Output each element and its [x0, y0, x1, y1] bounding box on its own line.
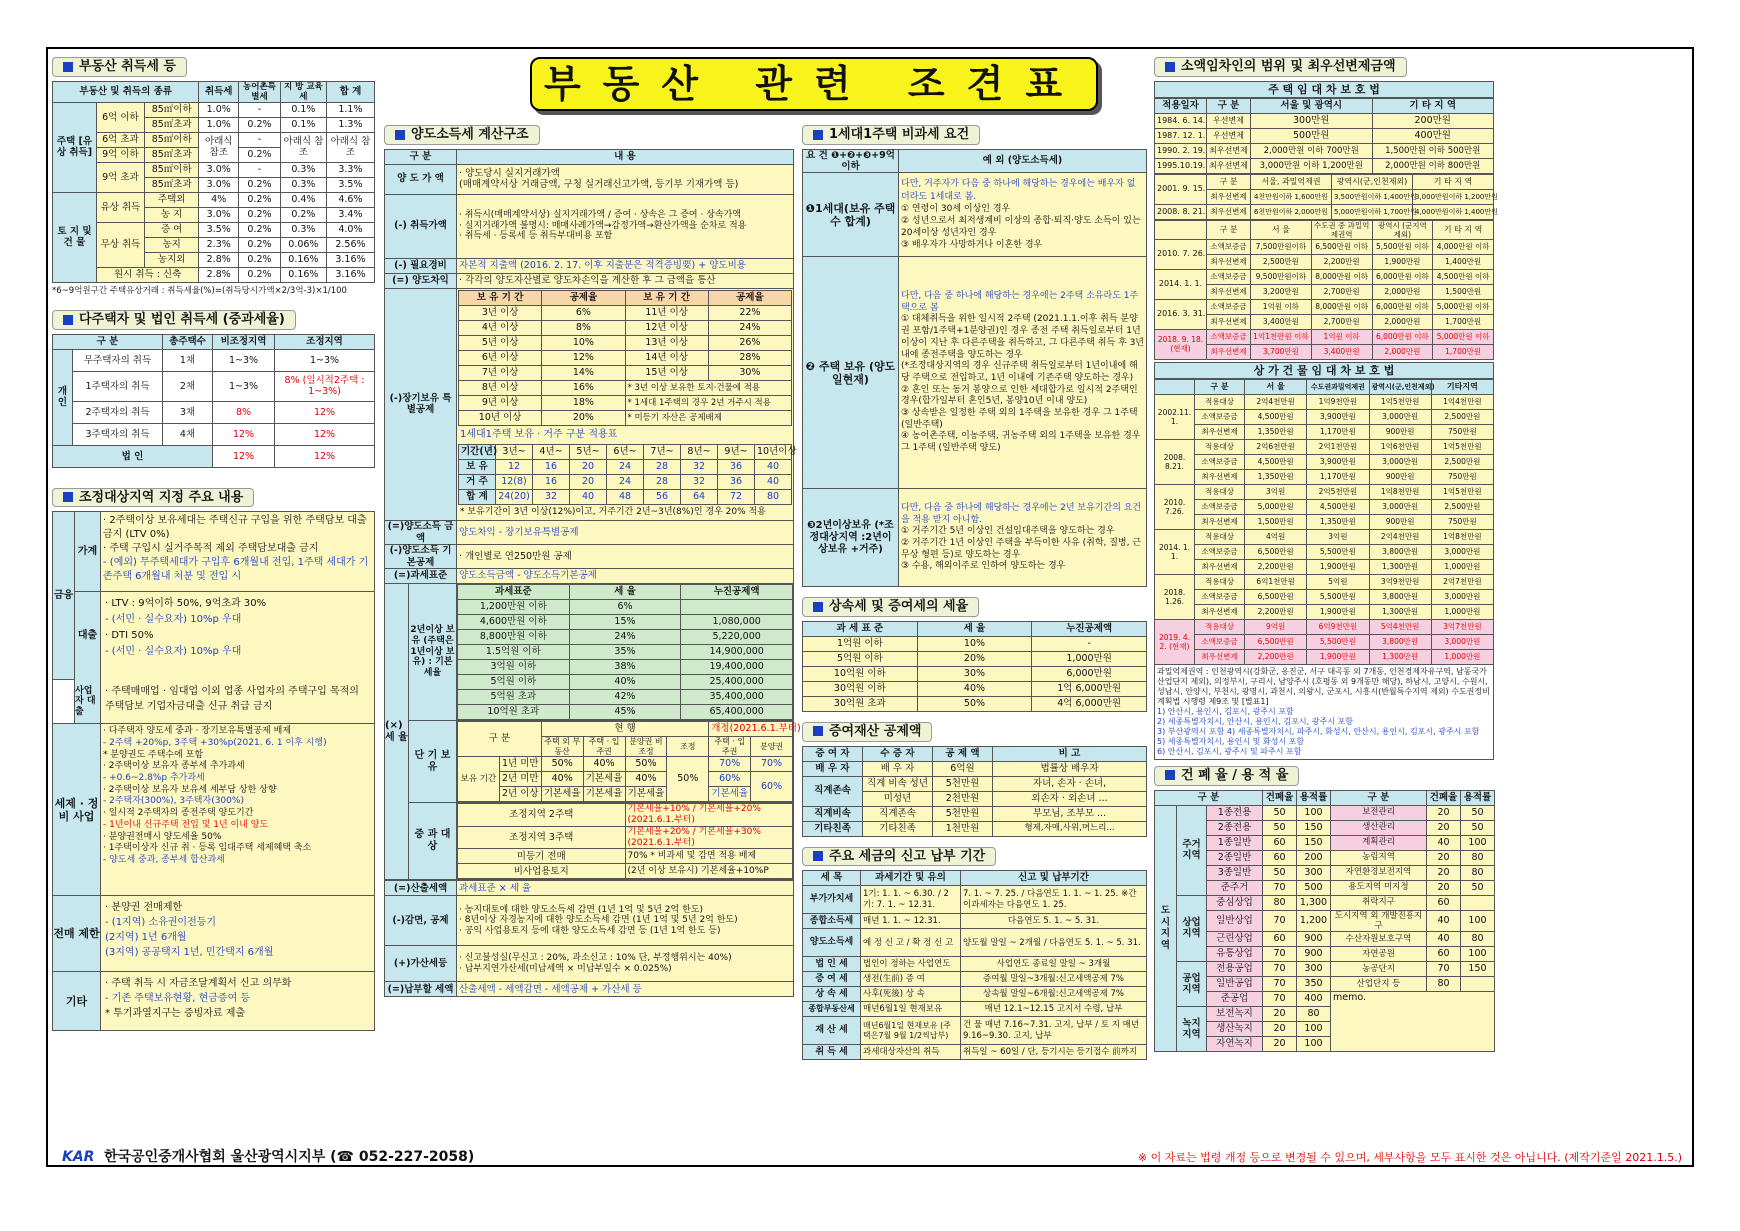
section-title-adj: 조정대상지역 지정 주요 내용 [52, 488, 254, 508]
inherit-table: 과 세 표 준 세 율 누진공제액 1억원 이하 10% - 5억원 이하 20% 1,000만원 10억원 이하 30% 6,000만원 30억원 이하 40% 1억 6,000만원 30억원 초과 50% 4억 6,000만원 [802, 621, 1147, 712]
heavy-table: 조정지역 2주택 기본세율+10% / 기본세율+20% (2021.6.1.부터) 조정지역 3주택 기본세율+20% / 기본세율+30% (2021.6.1.부터) 미등기 전매 70% * 비과세 및 감면 적용 배제 비사업용토지 (2년 이상 보유시) 기본세율+10%P [457, 803, 793, 879]
commercial-lease-table: 구 분 서 울 수도권과밀억제권 광역시(군,인천제외) 기타지역 2002.11. 1. 적용대상 2억4천만원 1억9천만원 1억5천만원 1억4천만원 소액보증금 4,500만원 3,900만원 3,000만원 2,500만원 최우선변제 1,350만원 1,170만원 900만원 750만원 2008. 8.21. 적용대상 2억6천만원 2억1천만원 1억6천만원 1억5천만원 소액보증금 4,500만원 3,900만원 3,000만원 2,500만원 최우선변제 1,350만원 1,170만원 900만원 750만원 2010. 7.26. 적용대상 3억원 2억5천만원 1억8천만원 1억5천만원 소액보증금 5,000만원 4,500만원 3,000만원 2,500만원 최우선변제 1,500만원 1,350만원 900만원 750만원 2014. 1. 1. 적용대상 4억원 3억원 2억4천만원 1억8천만원 소액보증금 6,500만원 5,500만원 3,800만원 3,000만원 최우선변제 2,200만원 1,900만원 1,300만원 1,000만원 2018. 1.26. 적용대상 6억1천만원 5억원 3억9천만원 2억7천만원 소액보증금 6,500만원 5,500만원 3,800만원 3,000만원 최우선변제 2,200만원 1,900만원 1,300만원 1,000만원 2019. 4. 2. (현재) 적용대상 9억원 6억9천만원 5억4천만원 3억7천만원 소액보증금 6,500만원 5,500만원 3,800만원 3,000만원 최우선변제 2,200만원 1,900만원 1,300만원 1,000만원 [1154, 379, 1494, 665]
column-right [1154, 51, 1498, 1101]
table-row: 준공업 70 400 memo. [1155, 991, 1495, 1006]
section-title-far: 건 폐 율 / 용 적 율 [1154, 766, 1299, 786]
section-title-lease: 소액임차인의 범위 및 최우선변제금액 [1154, 57, 1407, 77]
adj-list-0: · 2주택이상 보유세대는 주택신규 구입을 위한 주택담보 대출 금지 (LTV 0%) · 주택 구입시 실거주목적 제외 주택담보대출 금지 - (예외) 무주택세대가 구입후 6개월내 전입, 1주택 세대가 기존주택 6개월내 처분 및 전입 시 [101, 512, 374, 591]
page-title: 부동산 관련 조견표 [530, 57, 1098, 111]
table-row: 자연녹지 20 100 [1155, 1036, 1495, 1051]
onehouse-table: 요 건 ❶+❷+❸+9억이하 예 외 (양도소득세) ❶1세대(보유 주택수 합계) 다만, 거주자가 다음 중 하나에 해당하는 경우에는 배우자 없더라도 1세대로 봄. ① 연령이 30세 이상인 경우 ② 성년으로서 최저생계비 이상의 종합·퇴직·양도 소득이 있는 20세이상 성년자인 경우 ③ 배우자가 사망하거나 이혼한 경우 ❷ 주택 보유 (양도일현재) 다만, 다음 중 하나에 해당하는 경우에는 2주택 소유라도 1주택으로 봄 ① 대체취득을 위한 일시적 2주택 (2021.1.1.이후 취득 분양권 포함/1주택+1분양권)인 경우 종전 주택 취득일로부터 1년이상이 지난 후 다른주택을 취득하고, 그 다른주택 취득 후 3년내에 종전주택을 양도하는 경우 (*조정대상지역의 경우 신규주택 취득일로부터 1년이내에 해당 주택으로 전입하고, 1년 이내에 기존주택 양도하는 경우) ② 혼인 또는 동거 봉양으로 인한 세대합가로 일시적 2주택인 경우(합가일부터 혼인5년, 봉양10년 이내 양도) ③ 상속받은 일정한 주택 외의 1주택을 보유한 경우 그 1주택 (일반주택) ④ 농어촌주택, 이농주택, 귀농주택 외의 1주택을 보유한 경우 그 1주택 (일반주택 양도) ❸2년이상보유 (*조정대상지역 :2년이상보유 +거주) 다만, 다음 중 하나에 해당하는 경우에는 2년 보유기간의 요건을 적용 받지 아니함. ① 거주기간 5년 이상인 건설임대주택을 양도하는 경우 ② 거주기간 1년 이상인 주택을 부득이한 사유 (취학, 질병, 근무상 형편 등)로 양도하는 경우 ③ 수용, 해외이주로 인하여 양도하는 경우 [802, 149, 1147, 588]
short-term-table: 구 분 현 행 개정(2021.6.1.부터) 주택 외 부동산 주택 · 입주권 분양권 비조정 조정 주택 · 입주권 분양권 보유 기간 1년 미만 50% 40% 50% 50% 70% 70% 2년 미만 40% 기본세율 40% 60% 60% 2년 이상 기본세율 기본세율 기본세율 기본세율 [457, 721, 793, 802]
adj-group-finance: 금융 [53, 512, 75, 679]
table-row: 2008. 8.21. 적용대상 2억6천만원 2억1천만원 1억6천만원 1억5천만원 [1155, 439, 1494, 454]
table-row: 최우선변제 1,350만원 1,170만원 900만원 750만원 [1155, 469, 1494, 484]
report-table: 세 목 과세기간 및 유의 신고 및 납부기간 부가가치세 1기: 1. 1. ~ 6.30. / 2기: 7. 1. ~ 12.31. 7. 1. ~ 7. 25. / 다음연도 1. 1. ~ 1. 25. ※간이과세자는 다음연도 1. 25. 종합소득세 매년 1. 1. ~ 12.31. 다음연도 5. 1. ~ 5. 31. 양도소득세 예 정 신 고 / 확 정 신 고 양도월 말일 ~ 2개월 / 다음연도 5. 1. ~ 5. 31. 법 인 세 법인이 정하는 사업연도 사업연도 종료일 말일 ~ 3개월 증 여 세 생전(生前) 증 여 증여월 말일~3개월:신고세액공제 7% 상 속 세 사후(死後) 상 속 상속월 말일~6개월:신고세액공제 7% 종합부동산세 매년6월1일 현재보유 매년 12.1~12.15 고지서 수령, 납부 재 산 세 매년6월1일 현재보유 (주택은7월 9월 1/2씩납부) 건 물 매년 7.16~7.31. 고지, 납부 / 토 지 매년 9.16~9.30. 고지, 납부 취 득 세 과세대상자산의 취득 취득일 ~ 60일 / 단, 등기시는 등기접수 前까지 [802, 870, 1147, 1060]
table-row: 일반상업 70 1,200 도시지역 외 개발진흥지구 40 100 [1155, 910, 1495, 931]
lease-table-1: 적용일자 구 분 서울 및 광역시 기 타 지 역 1984. 6. 14. 우선변제 300만원 200만원 1987. 12. 1. 우선변제 500만원 400만원 1990. 2. 19. 최우선변제 2,000만원 이하 700만원 1,500만원 이하 500만원 1995.10.19. 최우선변제 3,000만원 이하 1,200만원 2,000만원 이하 800만원 [1154, 98, 1494, 174]
section-title-onehouse: 1세대1주택 비과세 요건 [802, 125, 980, 145]
table-row: 소액보증금 6,500만원 5,500만원 3,800만원 3,000만원 [1155, 589, 1494, 604]
lease-table-2010: 구 분 서 울 수도권 중 과밀억제권역 광역시 (군지역 제외) 기 타 지 역 2010. 7. 26. 소액보증금 7,500만원이하 6,500만원 이하 5,500만원 이하 4,000만원 이하 최우선변제 2,500만원 2,200만원 1,900만원 1,400만원 2014. 1. 1. 소액보증금 9,500만원이하 8,000만원 이하 6,000만원 이하 4,500만원 이하 최우선변제 3,200만원 2,700만원 2,000만원 1,500만원 2016. 3. 31. 소액보증금 1억원 이하 8,000만원 이하 6,000만원 이하 5,000만원 이하 최우선변제 3,400만원 2,700만원 2,000만원 1,700만원 2018. 9. 18. (현재) 소액보증금 1억1천만원 이하 1억원 이하 6,000만원 이하 5,000만원 이하 최우선변제 3,700만원 3,400만원 2,000만원 1,700만원 [1154, 220, 1494, 360]
table-row: 3종일반 50 300 자연환경보전지역 20 80 [1155, 865, 1495, 880]
table-row: 2014. 1. 1. 적용대상 4억원 3억원 2억4천만원 1억8천만원 [1155, 529, 1494, 544]
table-row: 일반공업 70 350 산업단지 등 80 [1155, 976, 1495, 991]
column-left [52, 51, 375, 1101]
table-row: 최우선변제 2,200만원 1,900만원 1,300만원 1,000만원 [1155, 604, 1494, 619]
section-title-yang: 양도소득세 계산구조 [384, 125, 540, 145]
table-row: 준주거 70 500 용도지역 미지정 20 50 [1155, 880, 1495, 895]
one-house-grid: 기간(년) 3년~ 4년~ 5년~ 6년~ 7년~ 8년~ 9년~ 10년이상 보 유 12 16 20 24 28 32 36 40 거 주 12(8) 16 20 24 28 32 36 40 합 계 24(20) 32 40 48 56 64 72 80 [458, 444, 792, 505]
footer-org: 한국공인중개사협회 울산광역시지부 (☎ 052-227-2058) [104, 1149, 475, 1165]
column-middle [802, 119, 1147, 1109]
table-row: 최우선변제 2,200만원 1,900만원 1,300만원 1,000만원 [1155, 649, 1494, 664]
table-row: 소액보증금 6,500만원 5,500만원 3,800만원 3,000만원 [1155, 634, 1494, 649]
section-title-acq: 부동산 취득세 등 [52, 57, 187, 77]
section-title-multi: 다주택자 및 법인 취득세 (중과세율) [52, 310, 296, 330]
table-row: 생산녹지 20 100 [1155, 1021, 1495, 1036]
gift-table: 증 여 자 수 증 자 공 제 액 비 고 배 우 자 배 우 자 6억원 법률상 배우자 직계존속 직계 비속 성년 5천만원 자녀, 손자 · 손녀, 미성년 2천만원 외손자 · 외손녀 ... 직계비속 직계존속 5천만원 부모님, 조부모 ... 기타친족 기타친족 1천만원 형제,자매,사위,며느리... [802, 746, 1147, 837]
table-row: 소액보증금 5,000만원 4,500만원 3,000만원 2,500만원 [1155, 499, 1494, 514]
table-row: 최우선변제 1,500만원 1,350만원 900만원 750만원 [1155, 514, 1494, 529]
yang-table-bottom: (=)산출세액 과세표준 × 세 율 (-)감면, 공제 · 농지대토에 대한 양도소득세 감면 (1년 1억 및 5년 2억 한도) · 8년이상 자경농지에 대한 양도소득세 감면 (1년 1억 및 5년 2억 한도) · 공익 사업용토지 등에 대한 양도소득세 감면 등 (1년 1억 한도 등) (+)가산세등 · 신고불성실(무신고 : 20%, 과소신고 : 10% 단, 부정행위시는 40%) · 납부지연가산세(미납세액 × 미납부일수 × 0.025%) (=)납부할 세액 산출세액 - 세액감면 - 세액공제 + 가산세 등 [384, 880, 794, 997]
lease-table-2001: 2001. 9. 15. 구 분 서울, 과밀억제권 광역시(군,인천제외) 기 타 지 역 최우선변제 4천만원이하 1,600만원 3,500만원이하 1,400만원 3,000만원이하 1,200만원 2008. 8. 21. 최우선변제 6천만원이하 2,000만원 5,000만원이하 1,700만원 4,000만원이하 1,400만원 [1154, 174, 1494, 220]
lease-sub2: 상 가 건 물 임 대 차 보 호 법 [1154, 362, 1494, 379]
footer-note: ※ 이 자료는 법령 개정 등으로 변경될 수 있으며, 세부사항을 모두 표시한 것은 아닙니다. (제작기준일 2021.1.5.) [1137, 1151, 1682, 1164]
column-yangdo [384, 119, 801, 1109]
page-frame [46, 47, 1694, 1167]
ltd-table: 보 유 기 간 공제율 보 유 기 간 공제율 3년 이상 6% 11년 이상 22% 4년 이상 8% 12년 이상 24% 5년 이상 10% 13년 이상 26% 6년 이상 12% 14년 이상 28% 7년 이상 14% 15년 이상 30% 8년 이상 16% * 3년 이상 보유한 토지·건물에 적용 9년 이상 18% * 1세대 1주택의 경우 2년 거주시 적용 10년 이상 20% * 미등기 자산은 공제배제 [458, 290, 792, 426]
table-row: 소액보증금 4,500만원 3,900만원 3,000만원 2,500만원 [1155, 409, 1494, 424]
acq-table: 부동산 및 취득의 종류 취득세 농어촌특별세 지 방 교육세 합 계 주택 [유상 취득] 6억 이하 85㎡이하 1.0% - 0.1% 1.1% 85㎡초과 1.0% 0.2% 0.1% 1.3% 6억 초과 85㎡이하 아래식 참조 - 아래식 참조 아래식 참조 9억 이하 85㎡초과 0.2% 9억 초과 85㎡이하 3.0% - 0.3% 3.3% 85㎡초과 3.0% 0.2% 0.3% 3.5% 토 지 및 건 물 유상 취득 주택외 4% 0.2% 0.4% 4.6% 농 지 3.0% 0.2% 0.2% 3.4% 무상 취득 증 여 3.5% 0.2% 0.3% 4.0% 농지 2.3% 0.2% 0.06% 2.56% 농지외 2.8% 0.2% 0.16% 3.16% 원시 취득 : 신축 2.8% 0.2% 0.16% 3.16% [52, 81, 375, 283]
table-row: 소액보증금 4,500만원 3,900만원 3,000만원 2,500만원 [1155, 454, 1494, 469]
table-row: 1종일반 60 150 계획관리 40 100 [1155, 835, 1495, 850]
table-row: 소액보증금 6,500만원 5,500만원 3,800만원 3,000만원 [1155, 544, 1494, 559]
section-title-inherit: 상속세 및 증여세의 세율 [802, 597, 979, 617]
table-row: 2종일반 60 200 농림지역 20 80 [1155, 850, 1495, 865]
table-row: 2002.11. 1. 적용대상 2억4천만원 1억9천만원 1억5천만원 1억4천만원 [1155, 394, 1494, 409]
table-row: 최우선변제 1,350만원 1,170만원 900만원 750만원 [1155, 424, 1494, 439]
acq-note: *6~9억원구간 주택유상거래 : 취득세율(%)=(취득당시가액×2/3억-3)×1/100 [52, 285, 347, 296]
table-row: 2018. 1.26. 적용대상 6억1천만원 5억원 3억9천만원 2억7천만원 [1155, 574, 1494, 589]
adj-block: 금융 가계 · 2주택이상 보유세대는 주택신규 구입을 위한 주택담보 대출 금지 (LTV 0%) · 주택 구입시 실거주목적 제외 주택담보대출 금지 - (예외) 무주택세대가 구입후 6개월내 전입, 1주택 세대가 기존주택 6개월내 처분 및 전입 시 대출 · LTV : 9억이하 50%, 9억초과 30% - (서민 · 실수요자) 10%p 우대 · DTI 50% - (서민 · 실수요자) 10%p 우대 사업자 대출 · 주택매매업 · 임대업 이외 업종 사업자의 주택구입 목적의 주택담보 기업자금대출 신규 취급 금지 세제 · 정비 사업 · 다주택자 양도세 중과 · 장기보유특별공제 배제 - 2주택 +20%p, 3주택 +30%p(2021. 6. 1 이후 시행) * 분양권도 주택수에 포함 · 2주택이상 보유자 종부세 추가과세 - +0.6~2.8%p 추가과세 · 2주택이상 보유자 보유세 세부담 상한 상향 - 2주택자(300%), 3주택자(300%) · 일시적 2주택자의 종전주택 양도기간 - 1년이내 신규주택 전입 및 1년 이내 양도 · 분양권전매시 양도세율 50% · 1주택이상자 신규 취 · 등록 임대주택 세제혜택 축소 - 양도세 중과, 종부세 합산과세 전매 제한 · 분양권 전매제한 - (1지역) 소유권이전등기 (2지역) 1년 6개월 (3지역) 공공택지 1년, 민간택지 6개월 기타 · 주택 취득 시 자금조달계획서 신고 의무화 - 기존 주택보유현황, 현금증여 등 * 투기과열지구는 증빙자료 제출 [52, 511, 375, 1031]
table-row: 상업 지역 중심상업 80 1,300 취락지구 60 [1155, 895, 1495, 910]
lease-notes: 과밀억제권역 : 인천광역시(강화군, 옹진군, 서구 대곡동 외 7개동, 인천경제자유구역, 남동국가산업단지 제외), 의정부시, 구리시, 남양주시 (호평동 외 9개동만 해당), 하남시, 고양시, 수원시, 성남시, 안양시, 부천시, 광명시, 과천시, 의왕시, 군포시, 시흥시(반월특수지역 제외) 수도권정비계획법 시행령 제9조 및 [별표1] 1) 안산시, 용인시, 김포시, 광주시 포함 2) 세종특별자치시, 안산시, 용인시, 김포시, 광주시 포함 3) 부산광역시 포함 4) 세종특별자치시, 파주시, 화성시, 안산시, 용인시, 김포시, 광주시 포함 5) 세종특별자치시, 용인시 및 화성시 포함 6) 안산시, 김포시, 광주시 및 파주시 포함 [1154, 665, 1494, 760]
far-table: 구 분 건폐율 용적률 구 분 건폐율 용적률 도 시 지 역 주거 지역 1종전용 50 100 보전관리 20 50 2종전용 50 150 생산관리 20 50 1종일반 60 150 계획관리 40 100 2종일반 60 200 농림지역 20 80 3종일반 50 300 자연환경보전지역 20 80 준주거 70 500 용도지역 미지정 20 50 상업 지역 중심상업 80 1,300 취락지구 60 일반상업 70 1,200 도시지역 외 개발진흥지구 40 100 근린상업 60 900 수산자원보호구역 40 80 유통상업 70 900 자연공원 60 100 공업 지역 전용공업 70 300 농공단지 70 150 일반공업 70 350 산업단지 등 80 준공업 70 400 memo. 녹지 지역 보전녹지 20 80 생산녹지 20 100 자연녹지 20 100 [1154, 790, 1495, 1052]
table-row: 공업 지역 전용공업 70 300 농공단지 70 150 [1155, 961, 1495, 976]
table-row: 근린상업 60 900 수산자원보호구역 40 80 [1155, 931, 1495, 946]
table-row: 도 시 지 역 주거 지역 1종전용 50 100 보전관리 20 50 [1155, 805, 1495, 820]
lease-sub1: 주 택 임 대 차 보 호 법 [1154, 81, 1494, 98]
table-row: 2019. 4. 2. (현재) 적용대상 9억원 6억9천만원 5억4천만원 3억7천만원 [1155, 619, 1494, 634]
section-title-report: 주요 세금의 신고 납부 기간 [802, 847, 996, 867]
multi-table: 구 분 총주택수 비조정지역 조정지역 개 인 무주택자의 취득 1채 1~3% 1~3% 1주택자의 취득 2채 1~3% 8% (일시적2주택 : 1~3%) 2주택자의 취득 3채 8% 12% 3주택자의 취득 4채 12% 12% 법 인 12% 12% [52, 334, 375, 468]
table-row: 최우선변제 2,200만원 1,900만원 1,300만원 1,000만원 [1155, 559, 1494, 574]
yang-table: 구 분 내 용 양 도 가 액 · 양도당시 실지거래가액 (매매계약서상 거래금액, 구청 실거래신고가액, 등기부 기재가액 등) (-) 취득가액 · 취득시(매매계약서상) 실지거래가액 / 증여 · 상속은 그 증여 · 상속가액 · 실지거래가액 불명시: 매매사례가액→감정가액→환산가액을 순차로 적용 · 취득세 · 등록세 등 취득부대비용 포함 (-) 필요경비 자본적 지출액 (2016. 2. 17. 이후 지출분은 적격증빙要) + 양도비용 (=) 양도차익 · 각각의 양도자산별로 양도차손익을 계산한 후 그 금액을 통산 (-)장기보유 특별공제 보 유 기 간 공제율 보 유 기 간 공제율 3년 이상 6% 11년 이상 22% 4년 이상 8% 12년 이상 24% 5년 이상 10% 13년 이상 26% 6년 이상 12% 14년 이상 28% 7년 이상 14% 15년 이상 30% 8년 이상 16% * 3년 이상 보유한 토지·건물에 적용 9년 이상 18% * 1세대 1주택의 경우 2년 거주시 적용 10년 이상 20% * 미등기 자산은 공제배제 1세대1주택 보유 · 거주 구분 적용표 기간(년) 3년~ 4년~ 5년~ 6년~ 7년~ 8년~ 9년~ 10년이상 보 유 12 16 20 24 28 32 36 40 거 주 12(8) 16 20 24 28 32 36 40 합 계 24(20) 32 40 48 56 64 72 80 * 보유기간이 3년 이상(12%)이고, 거주기간 2년~3년(8%)인 경우 20% 적용 (=)양도소득 금 액 양도차익 - 장기보유특별공제 (-)양도소득 기본공제 · 개인별로 연250만원 공제 (=)과세표준 양도소득금액 - 양도소득기본공제 [384, 149, 794, 584]
table-row: 2010. 7.26. 적용대상 3억원 2억5천만원 1억8천만원 1억5천만원 [1155, 484, 1494, 499]
table-row: 유통상업 70 900 자연공원 60 100 [1155, 946, 1495, 961]
basic-rate-table: 과세표준 세 율 누진공제액 1,200만원 이하 6% 4,600만원 이하 15% 1,080,000 8,800만원 이하 24% 5,220,000 1.5억원 이하 35% 14,900,000 3억원 이하 38% 19,400,000 5억원 이하 40% 25,400,000 5억원 초과 42% 35,400,000 10억원 초과 45% 65,400,000 [457, 584, 793, 720]
section-title-gift: 증여재산 공제액 [802, 722, 932, 742]
table-row: 녹지 지역 보전녹지 20 80 [1155, 1006, 1495, 1021]
tax-rate-block: (×) 세 율 2년이상 보유 (주택은 1년이상 보유) : 기본세율 과세표준 세 율 누진공제액 1,200만원 이하 6% 4,600만원 이하 15% 1,080,000 8,800만원 이하 24% 5,220,000 1.5억원 이하 35% 14,900,000 3억원 이하 38% 19,400,000 5억원 이하 40% 25,400,000 5억원 초과 42% 35,400,000 10억원 초과 45% 65,400,000 단 기 보 유 구 분 현 행 개정(2021.6.1.부터) 주택 외 부동산 주택 · 입주권 분양권 비조정 조정 주택 · 입주권 분양권 보유 기간 1년 미만 50% 40% 50% 50% 70% 70% 2년 미만 40% 기본세율 40% 60% 60% 2년 이상 기본세율 기본세율 기본세율 기본세율 중 과 대 상 조정지역 2주택 기본세율+10% / 기본세율+20% (2021.6.1.부터) 조정지역 3주택 기본세율+20% / 기본세율+30% (2021.6.1.부터) 미등기 전매 70% * 비과세 및 감면 적용 배제 비사업용토지 (2년 이상 보유시) 기본세율+10%P [384, 584, 794, 880]
table-row: 2종전용 50 150 생산관리 20 50 [1155, 820, 1495, 835]
logo: KAR [62, 1149, 95, 1165]
